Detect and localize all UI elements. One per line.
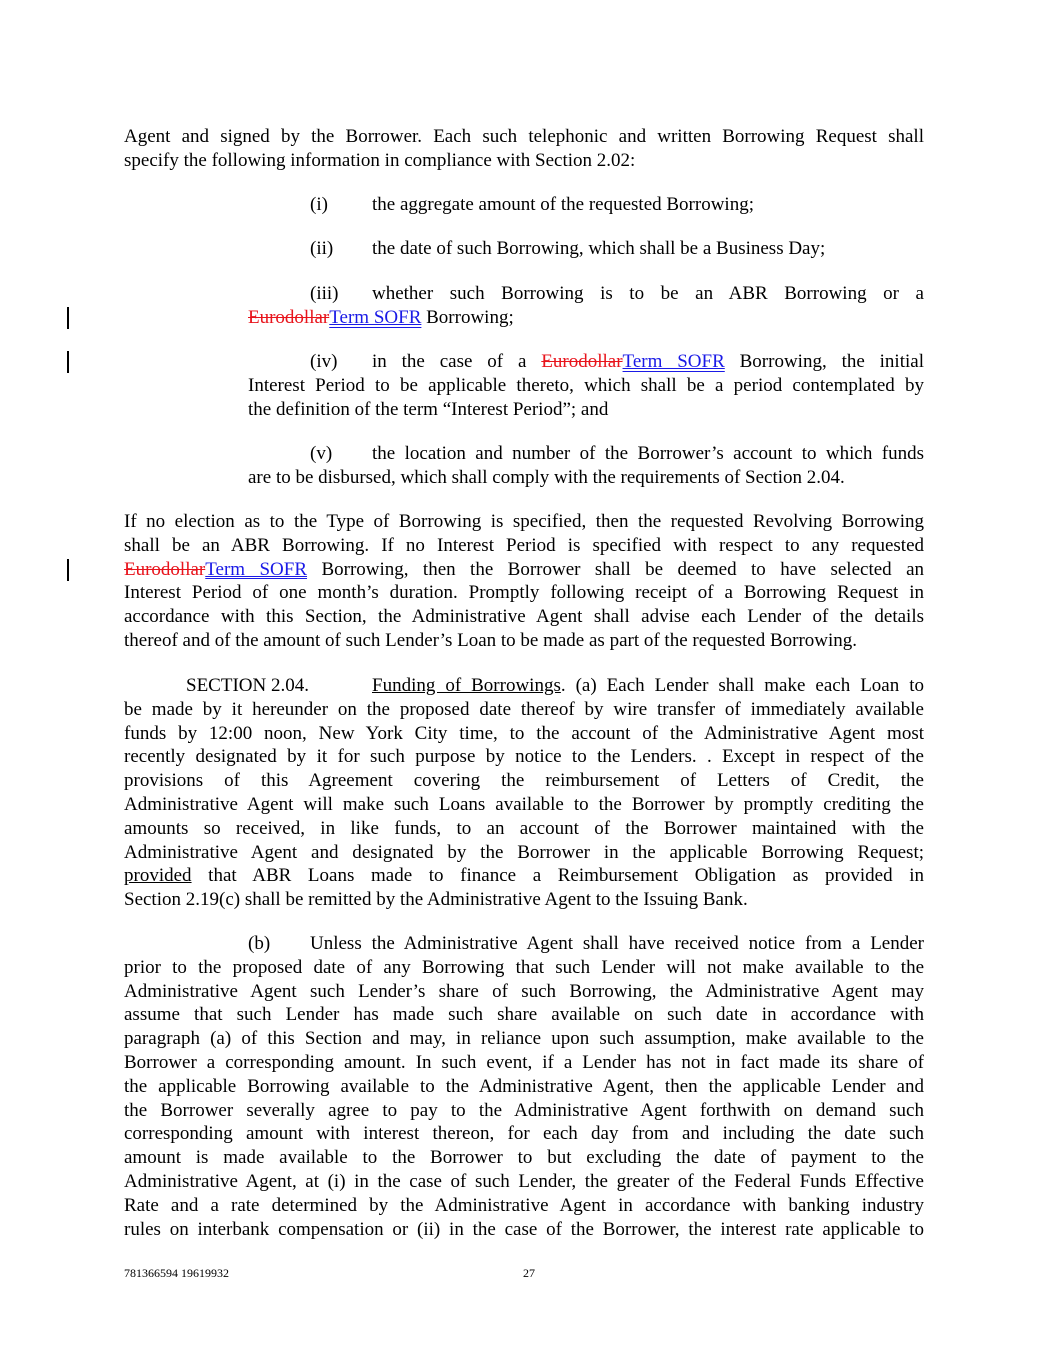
text-run: specify the following information in compliance with Section 2.02: xyxy=(124,149,636,171)
section-2-04-line xyxy=(124,793,924,817)
para-b-line xyxy=(310,932,924,956)
text-run: Administrative Agent and designated by the Borrower in the applicable Borrowing Request; xyxy=(124,841,924,863)
section-2-04-line xyxy=(124,841,924,865)
text-run: corresponding amount with interest thereon, for each day from and including the date such xyxy=(124,1123,924,1145)
section-2-04-line xyxy=(124,698,924,722)
underlined-text: provided xyxy=(124,865,192,887)
text-run: . (a) Each Lender shall make each Loan to xyxy=(560,675,924,696)
no-election-line xyxy=(124,605,924,629)
item-ii-line xyxy=(372,237,924,261)
para-b-line xyxy=(124,1099,924,1123)
section-2-04-line xyxy=(124,864,924,888)
text-run: Borrower a corresponding amount. In such event, if a Lender has not in fact made its share of xyxy=(124,1052,924,1073)
inserted-text: Term SOFR xyxy=(205,558,308,580)
item-i-line xyxy=(372,193,924,217)
inserted-text: Term SOFR xyxy=(622,351,725,372)
text-run: Rate and a rate determined by the Administrative Agent in accordance with banking industry xyxy=(124,1194,924,1216)
text-run: in the case of a xyxy=(372,351,542,372)
no-election-line xyxy=(124,510,924,534)
no-election-line xyxy=(124,558,924,582)
para-b-line xyxy=(124,1122,924,1146)
text-run: accordance with this Section, the Administrative Agent shall advise each Lender of the details xyxy=(124,606,924,628)
no-election-line xyxy=(124,534,924,558)
para-b-line xyxy=(124,1170,924,1194)
text-run: recently designated by it for such purpose by notice to the Lenders. . Except in respect of the xyxy=(124,746,924,768)
item-iv-line xyxy=(248,398,924,422)
text-run: shall be an ABR Borrowing. If no Interest Period is specified with respect to any requested xyxy=(124,534,924,556)
para-b-label: (b) xyxy=(248,933,271,954)
intro-line xyxy=(124,125,924,149)
text-run: the applicable Borrowing available to the Administrative Agent, then the applicable Lender and xyxy=(124,1075,924,1097)
item-v-label: (v) xyxy=(310,443,333,464)
text-run: Borrowing, then the Borrower shall be deemed to have selected an xyxy=(307,558,924,580)
section-2-04-line xyxy=(124,722,924,746)
text-run: that ABR Loans made to finance a Reimbursement Obligation as provided in xyxy=(191,865,924,887)
text-run: amounts so received, in like funds, to an account of the Borrower maintained with the xyxy=(124,817,924,839)
text-run: Unless the Administrative Agent shall have received notice from a Lender xyxy=(310,933,924,954)
para-b-line xyxy=(124,1027,924,1051)
footer-page-number: 27 xyxy=(523,1266,535,1280)
text-run: the aggregate amount of the requested Borrowing; xyxy=(372,194,754,215)
para-b-line xyxy=(124,956,924,980)
text-run: paragraph (a) of this Section and may, in reliance upon such assumption, make available to the xyxy=(124,1028,924,1050)
text-run: the location and number of the Borrower’s account to which funds xyxy=(372,443,924,464)
para-b-line xyxy=(124,1003,924,1027)
text-run: Interest Period to be applicable thereto, which shall be a period contemplated by xyxy=(248,374,924,396)
deleted-text: Eurodollar xyxy=(248,306,330,328)
text-run: prior to the proposed date of any Borrowing that such Lender will not make available to the xyxy=(124,956,924,978)
item-v-line xyxy=(248,466,924,490)
para-b-line xyxy=(124,980,924,1004)
text-run: be made by it hereunder on the proposed date thereof by wire transfer of immediately available xyxy=(124,698,924,720)
text-run: provisions of this Agreement covering the reimbursement of Letters of Credit, the xyxy=(124,770,924,792)
section-2-04-line xyxy=(372,674,924,698)
text-run: amount is made available to the Borrower to but excluding the date of payment to the xyxy=(124,1147,924,1169)
text-run: Administrative Agent such Lender’s share of such Borrowing, the Administrative Agent may xyxy=(124,980,924,1002)
text-run: thereof and of the amount of such Lender’s Loan to be made as part of the requested Borrowing. xyxy=(124,630,858,651)
no-election-line xyxy=(124,629,924,653)
underlined-text: Funding of Borrowings xyxy=(372,675,561,696)
text-run: whether such Borrowing is to be an ABR Borrowing or a xyxy=(372,283,924,304)
text-run: Section 2.19(c) shall be remitted by the Administrative Agent to the Issuing Bank. xyxy=(124,889,748,911)
text-run: rules on interbank compensation or (ii) in the case of the Borrower, the interest rate applicable to xyxy=(124,1218,924,1240)
section-2-04-line xyxy=(124,888,924,912)
item-i-label: (i) xyxy=(310,194,328,215)
text-run: Agent and signed by the Borrower. Each such telephonic and written Borrowing Request shall xyxy=(124,126,924,147)
section-2-04-line xyxy=(124,769,924,793)
deleted-text: Eurodollar xyxy=(541,351,623,372)
section-2-04-line xyxy=(124,745,924,769)
text-run: are to be disbursed, which shall comply with the requirements of Section 2.04. xyxy=(248,466,845,488)
text-run: the date of such Borrowing, which shall be a Business Day; xyxy=(372,238,826,259)
para-b-line xyxy=(124,1218,924,1242)
change-bar xyxy=(67,351,69,373)
text-run: Administrative Agent, at (i) in the case of such Lender, the greater of the Federal Funds Effective xyxy=(124,1171,924,1192)
para-b-line xyxy=(124,1075,924,1099)
para-b-line xyxy=(124,1146,924,1170)
text-run: Administrative Agent will make such Loans available to the Borrower by promptly crediting the xyxy=(124,794,924,815)
item-iii-line xyxy=(248,306,924,330)
text-run: If no election as to the Type of Borrowing is specified, then the requested Revolving Borrowing xyxy=(124,511,924,532)
text-run: funds by 12:00 noon, New York City time, to the account of the Administrative Agent most xyxy=(124,722,924,744)
text-run: assume that such Lender has made such share available on such date in accordance with xyxy=(124,1004,924,1026)
footer-doc-id: 781366594 19619932 xyxy=(124,1266,229,1280)
para-b-line xyxy=(124,1194,924,1218)
inserted-text: Term SOFR xyxy=(329,306,422,328)
text-run: the definition of the term “Interest Period”; and xyxy=(248,398,609,420)
item-iv-label: (iv) xyxy=(310,351,338,372)
text-run: Borrowing; xyxy=(421,306,514,328)
text-run: Borrowing, the initial xyxy=(724,351,924,372)
item-iii-label: (iii) xyxy=(310,283,339,304)
item-iv-line xyxy=(372,350,924,374)
section-2-04-line xyxy=(124,817,924,841)
para-b-line xyxy=(124,1051,924,1075)
change-bar xyxy=(67,307,69,329)
item-iii-line xyxy=(372,282,924,306)
item-v-line xyxy=(372,442,924,466)
deleted-text: Eurodollar xyxy=(124,558,206,580)
item-iv-line xyxy=(248,374,924,398)
section-2-04-label: SECTION 2.04. xyxy=(186,675,309,696)
text-run: the Borrower severally agree to pay to the Administrative Agent forthwith on demand such xyxy=(124,1099,924,1121)
change-bar xyxy=(67,559,69,581)
intro-line xyxy=(124,149,924,173)
no-election-line xyxy=(124,581,924,605)
text-run: Interest Period of one month’s duration. Promptly following receipt of a Borrowing Request in xyxy=(124,582,924,604)
item-ii-label: (ii) xyxy=(310,238,334,259)
